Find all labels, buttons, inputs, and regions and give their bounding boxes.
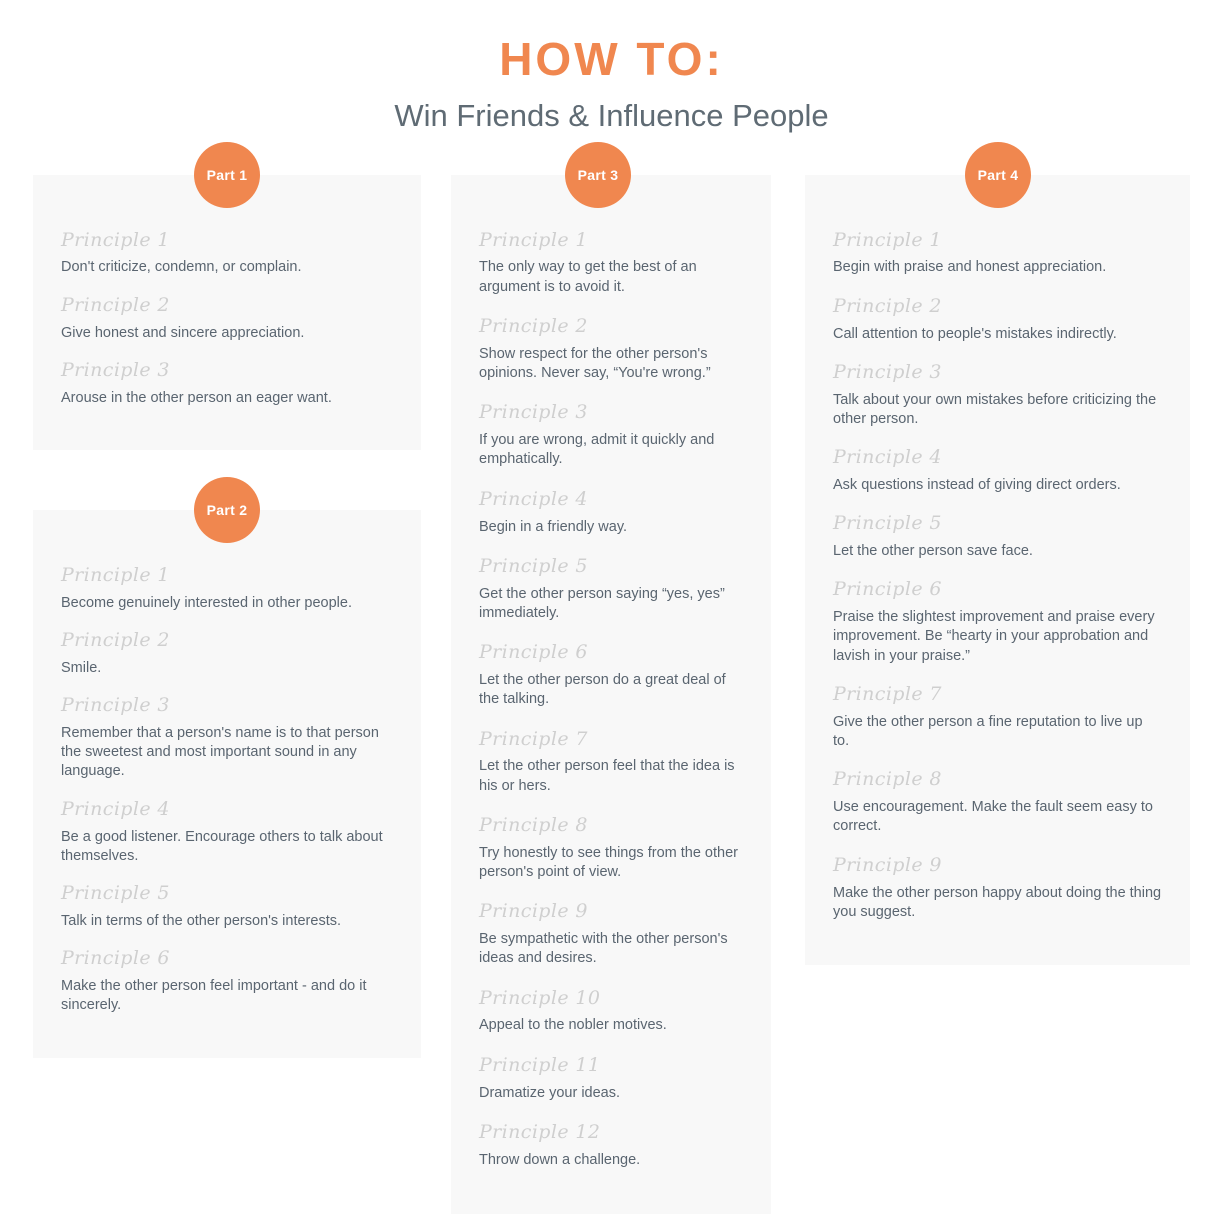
principle-label: Principle 7	[833, 683, 942, 705]
principle-item	[479, 641, 743, 709]
principle-item	[479, 488, 743, 537]
principle-item	[479, 1054, 743, 1103]
principle-label: Principle 1	[61, 563, 170, 586]
part-card-4	[805, 166, 1190, 965]
principle-item	[479, 555, 743, 623]
principle-item	[61, 629, 393, 678]
principle-text: Give honest and sincere appreciation.	[61, 324, 305, 341]
principle-text: The only way to get the best of an argument is to avoid it.	[479, 259, 697, 295]
principle-label: Principle 6	[61, 947, 170, 970]
principle-item	[479, 401, 743, 469]
principle-text: Begin in a friendly way.	[479, 518, 628, 535]
principle-item	[61, 564, 393, 613]
part-badge-2: Part 2	[194, 477, 260, 543]
principle-text: If you are wrong, admit it quickly and emphatically.	[479, 432, 715, 468]
principle-label: Principle 5	[61, 882, 170, 905]
principle-label: Principle 4	[479, 487, 588, 510]
part-badge-1: Part 1	[194, 142, 260, 208]
principle-text: Be sympathetic with the other person's ideas and desires.	[479, 931, 728, 967]
principle-item	[479, 315, 743, 383]
principle-label: Principle 2	[61, 629, 170, 651]
principle-text: Remember that a person's name is to that person the sweetest and most important sound in any language.	[61, 724, 379, 780]
part-badge-4: Part 4	[965, 142, 1031, 208]
principle-label: Principle 2	[833, 294, 942, 317]
page-subtitle: Win Friends & Influence People	[394, 97, 829, 133]
principle-label: Principle 9	[479, 900, 588, 923]
principle-item	[61, 882, 393, 931]
principle-item	[833, 512, 1162, 561]
principle-label: Principle 1	[61, 228, 170, 251]
principle-label: Principle 12	[479, 1120, 601, 1143]
part-card-3	[451, 166, 771, 1214]
column-left	[33, 166, 421, 1058]
principle-text: Talk in terms of the other person's interests.	[61, 912, 342, 929]
principle-item	[61, 694, 393, 782]
principle-text: Begin with praise and honest appreciation.	[833, 259, 1107, 276]
principle-label: Principle 9	[833, 853, 942, 876]
principle-label: Principle 1	[479, 228, 588, 251]
principle-text: Appeal to the nobler motives.	[479, 1017, 667, 1034]
principle-text: Let the other person feel that the idea is his or hers.	[479, 758, 735, 794]
principle-label: Principle 3	[479, 401, 588, 424]
principle-text: Praise the slightest improvement and praise every improvement. Be “hearty in your approbation and lavish in your praise.”	[833, 609, 1155, 664]
principle-text: Use encouragement. Make the fault seem easy to correct.	[833, 799, 1153, 835]
principle-text: Let the other person save face.	[833, 543, 1033, 560]
principle-item	[833, 683, 1162, 751]
part-card-1	[33, 166, 421, 450]
page-header	[0, 0, 1223, 133]
principle-text: Let the other person do a great deal of the talking.	[479, 672, 726, 708]
principle-text: Be a good listener. Encourage others to talk about themselves.	[61, 828, 383, 864]
principle-text: Call attention to people's mistakes indirectly.	[833, 325, 1117, 342]
principle-text: Give the other person a fine reputation to live up to.	[833, 713, 1143, 750]
column-middle	[451, 166, 771, 1214]
principle-label: Principle 5	[833, 512, 942, 535]
principle-item	[833, 229, 1162, 278]
principle-item	[479, 814, 743, 882]
principle-text: Don't criticize, condemn, or complain.	[61, 259, 302, 276]
principle-label: Principle 1	[833, 228, 942, 251]
principle-label: Principle 3	[61, 694, 170, 717]
principle-item	[833, 361, 1162, 429]
principle-item	[61, 798, 393, 866]
principle-text: Become genuinely interested in other people.	[61, 594, 352, 611]
principle-label: Principle 2	[61, 293, 170, 316]
principle-text: Dramatize your ideas.	[479, 1084, 621, 1101]
principle-item	[61, 947, 393, 1015]
principle-text: Smile.	[61, 659, 102, 676]
principle-label: Principle 7	[479, 727, 588, 750]
principle-label: Principle 4	[61, 797, 170, 820]
principle-label: Principle 3	[61, 358, 170, 381]
principle-text: Make the other person feel important - and do it sincerely.	[61, 977, 367, 1014]
column-right	[805, 166, 1190, 965]
principle-text: Arouse in the other person an eager want.	[61, 389, 332, 406]
part-badge-3: Part 3	[565, 142, 631, 208]
principle-item	[833, 854, 1162, 922]
principle-label: Principle 8	[479, 813, 588, 836]
principle-item	[833, 768, 1162, 836]
principle-item	[479, 900, 743, 968]
principle-item	[479, 987, 743, 1036]
principle-item	[479, 728, 743, 796]
principle-item	[61, 359, 393, 408]
principle-label: Principle 8	[833, 768, 942, 791]
principle-item	[479, 1121, 743, 1170]
principle-label: Principle 6	[833, 578, 942, 601]
principle-item	[833, 295, 1162, 344]
principle-label: Principle 11	[479, 1053, 601, 1076]
principle-item	[61, 229, 393, 278]
principle-label: Principle 2	[479, 315, 588, 338]
principle-text: Ask questions instead of giving direct orders.	[833, 477, 1121, 493]
principle-item	[833, 578, 1162, 666]
principle-item	[833, 446, 1162, 495]
principles-board	[0, 166, 1223, 1175]
page-title: HOW TO:	[499, 33, 724, 85]
principle-text: Make the other person happy about doing the thing you suggest.	[833, 884, 1162, 920]
principle-text: Get the other person saying “yes, yes” immediately.	[479, 585, 725, 621]
part-card-2	[33, 501, 421, 1058]
principle-text: Try honestly to see things from the other person's point of view.	[479, 844, 738, 880]
principle-label: Principle 3	[833, 360, 942, 383]
principle-label: Principle 10	[479, 986, 601, 1009]
principle-text: Talk about your own mistakes before criticizing the other person.	[833, 391, 1157, 427]
principle-label: Principle 5	[479, 554, 588, 577]
principle-item	[479, 229, 743, 297]
principle-label: Principle 4	[833, 446, 942, 469]
principle-text: Show respect for the other person's opinions. Never say, “You're wrong.”	[479, 345, 711, 382]
principle-label: Principle 6	[479, 641, 588, 664]
principle-item	[61, 294, 393, 343]
principle-text: Throw down a challenge.	[479, 1151, 641, 1168]
